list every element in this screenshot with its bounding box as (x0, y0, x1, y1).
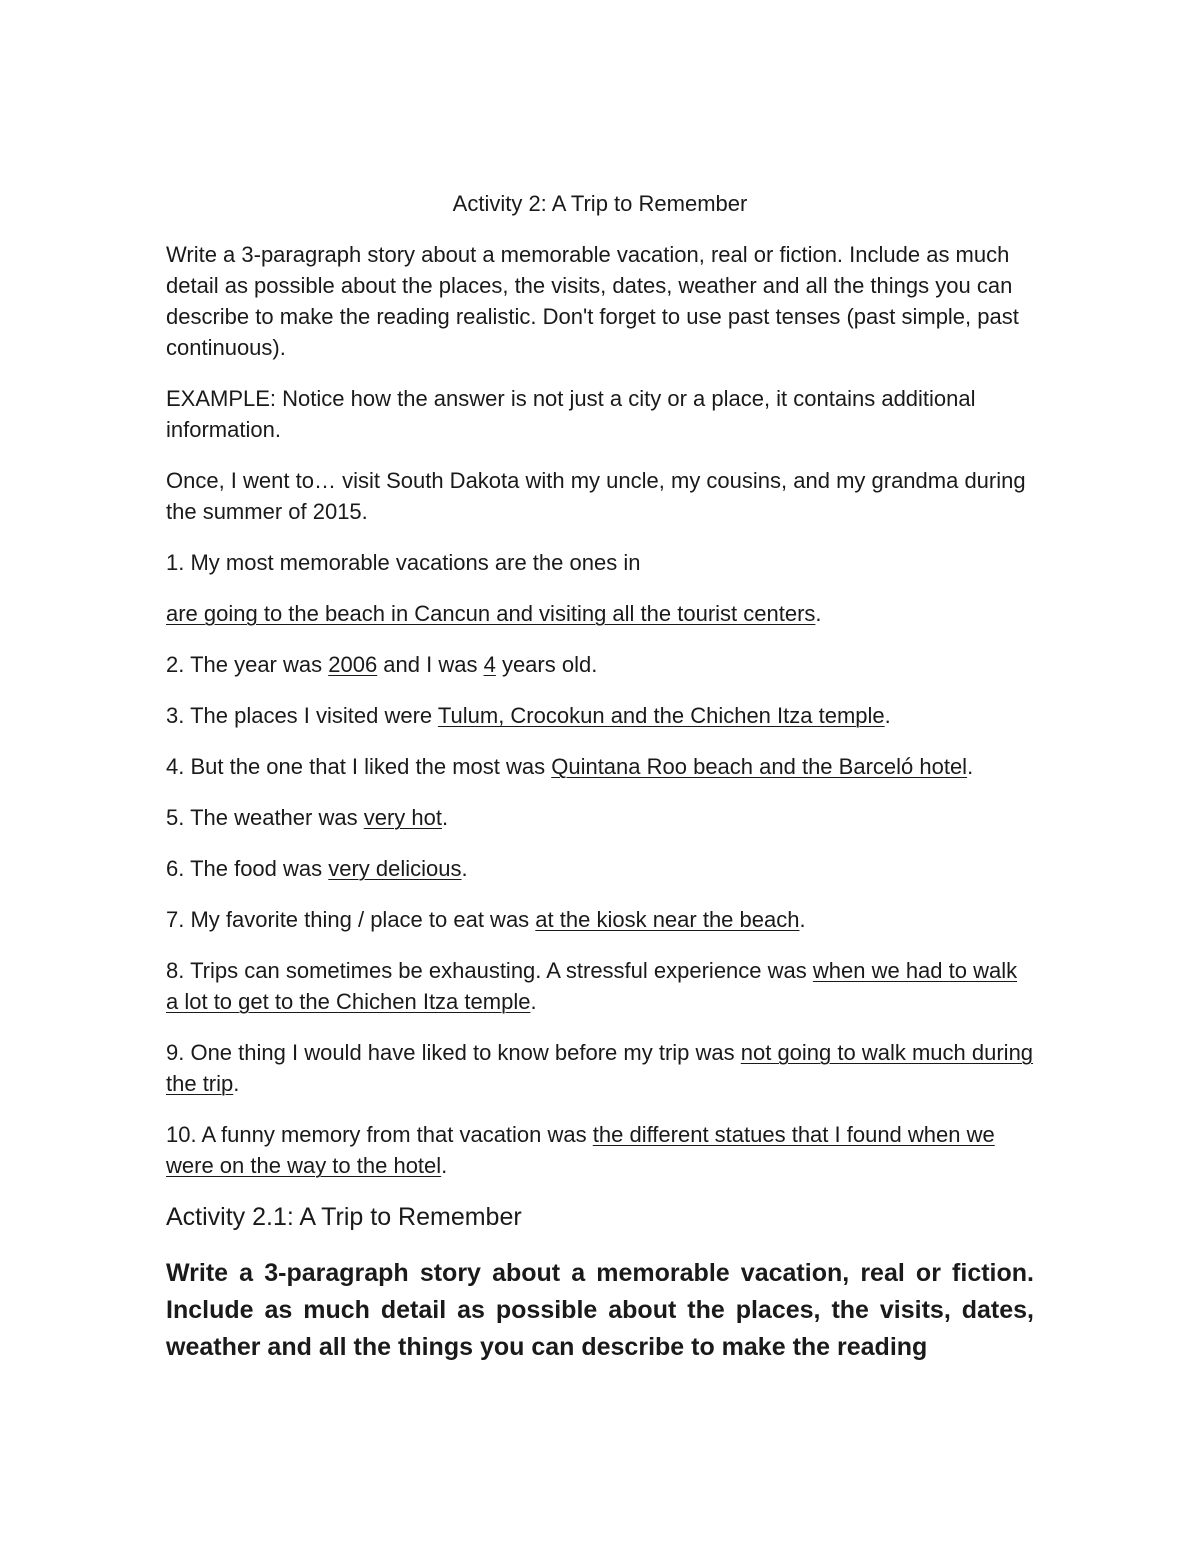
question-8 (166, 955, 1034, 1017)
question-7-prompt: 7. My favorite thing / place to eat was (166, 907, 536, 932)
question-10-prompt: 10. A funny memory from that vacation was (166, 1122, 593, 1147)
document-body (166, 188, 1034, 1366)
question-9-prompt: 9. One thing I would have liked to know before my trip was (166, 1040, 741, 1065)
question-6 (166, 853, 1034, 884)
question-8-answer: when we had to walk a lot to get to the Chichen Itza temple (166, 958, 1018, 1014)
question-7 (166, 904, 1034, 935)
question-2 (166, 649, 1034, 680)
question-5-answer: very hot (363, 805, 442, 830)
question-2-prompt-c: years old. (495, 652, 598, 677)
question-10-end: . (441, 1153, 448, 1178)
activity-2-1-instructions: Write a 3-paragraph story about a memorable vacation, real or fiction. Include as much detail as possible about the places, the visits, dates, weather and all the things you can describe to make the reading (166, 1259, 1034, 1361)
question-4 (166, 751, 1034, 782)
question-1 (166, 547, 1034, 578)
question-10 (166, 1119, 1034, 1181)
question-4-answer: Quintana Roo beach and the Barceló hotel (551, 754, 968, 779)
question-3 (166, 700, 1034, 731)
question-2-prompt-a: 2. The year was (166, 652, 329, 677)
question-8-end: . (530, 989, 537, 1014)
question-6-end: . (461, 856, 468, 881)
question-5-end: . (441, 805, 449, 830)
question-9-answer: not going to walk much during the trip (166, 1040, 1034, 1096)
question-6-answer: very delicious (328, 856, 462, 881)
question-3-end: . (884, 703, 891, 728)
question-4-prompt: 4. But the one that I liked the most was (166, 754, 552, 779)
question-7-end: . (799, 907, 806, 932)
example-note: EXAMPLE: Notice how the answer is not just a city or a place, it contains additional information. (166, 386, 976, 442)
question-1-end: . (815, 601, 822, 626)
question-1-answer-line (166, 598, 1034, 629)
question-8-prompt: 8. Trips can sometimes be exhausting. A stressful experience was (166, 958, 813, 983)
example-answer: Once, I went to… visit South Dakota with my uncle, my cousins, and my grandma during the summer of 2015. (166, 468, 1026, 524)
question-1-prompt: 1. My most memorable vacations are the ones in (166, 550, 641, 575)
activity-2-instructions: Write a 3-paragraph story about a memorable vacation, real or fiction. Include as much detail as possible about the places, the visits, dates, weather and all the things you can describe to make the reading realistic. Don't forget to use past tenses (past simple, past continuous). (166, 242, 1019, 360)
question-9 (166, 1037, 1034, 1099)
question-9-end: . (233, 1071, 240, 1096)
question-2-answer-age: 4 (483, 652, 496, 677)
question-7-answer: at the kiosk near the beach (535, 907, 800, 932)
question-4-end: . (967, 754, 974, 779)
activity-2-title: Activity 2: A Trip to Remember (452, 191, 748, 216)
question-1-answer: are going to the beach in Cancun and visiting all the tourist centers (166, 601, 816, 626)
question-6-prompt: 6. The food was (166, 856, 329, 881)
question-5 (166, 802, 1034, 833)
question-3-answer: Tulum, Crocokun and the Chichen Itza temple (437, 703, 885, 728)
question-10-answer: the different statues that I found when we were on the way to the hotel (166, 1122, 995, 1178)
question-3-prompt: 3. The places I visited were (166, 703, 438, 728)
question-2-prompt-b: and I was (377, 652, 484, 677)
activity-2-1-title: Activity 2.1: A Trip to Remember (166, 1203, 522, 1231)
question-5-prompt: 5. The weather was (166, 805, 364, 830)
question-2-answer-year: 2006 (328, 652, 378, 677)
